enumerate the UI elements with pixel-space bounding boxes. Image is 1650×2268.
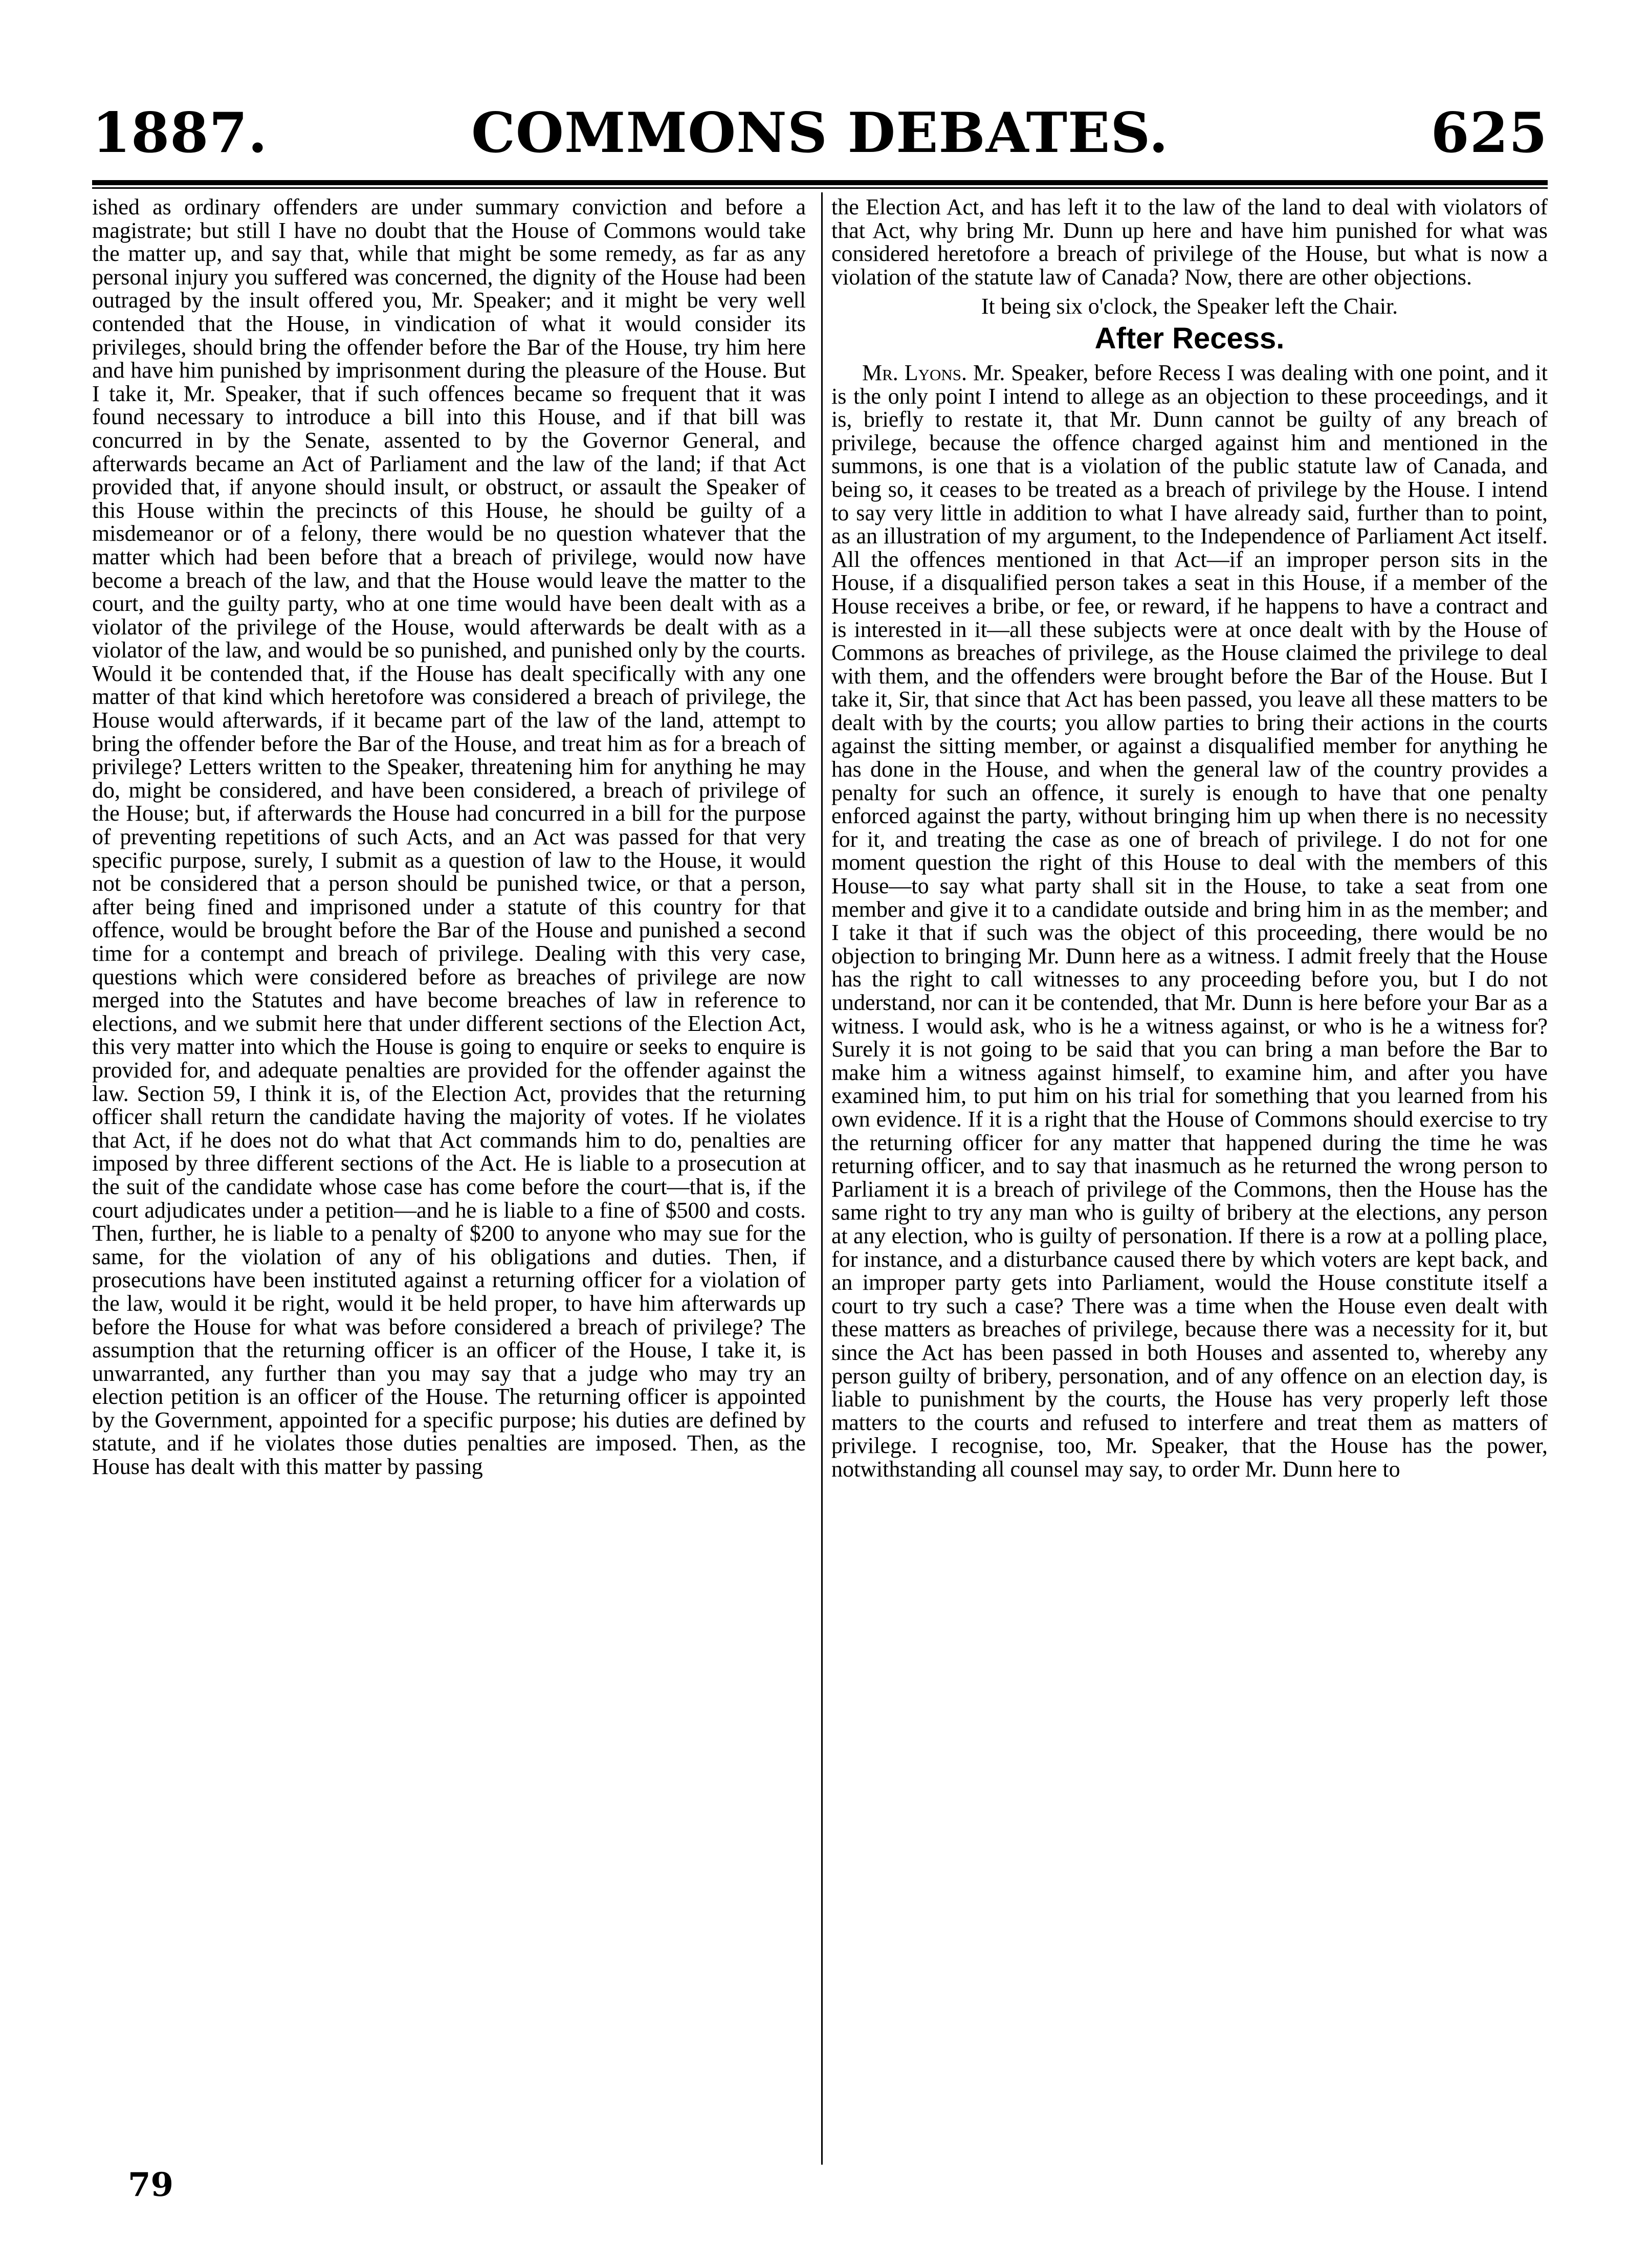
- header-page-number: 625: [1431, 101, 1548, 165]
- column-divider: [821, 192, 823, 2165]
- right-paragraph-1: the Election Act, and has left it to the law of the land to deal with violators of that Act, why bring Mr. Dunn up here and have him punished for what was considered heretofore a breach of privilege of the House, but what is now a violation of the statute law of Canada? Now, there are other objections.: [831, 194, 1548, 290]
- right-paragraph-3: [831, 361, 1548, 1481]
- right-column: [831, 195, 1548, 1481]
- signature-mark: 79: [128, 2166, 174, 2204]
- left-column: [92, 195, 806, 1479]
- right-paragraph-2: It being six o'clock, the Speaker left the Chair.: [981, 294, 1398, 319]
- section-subheading: After Recess.: [1094, 321, 1285, 355]
- right-paragraph-3-text: Mr. Speaker, before Recess I was dealing with one point, and it is the only point I intend to allege as an objection to these proceedings, and it is, briefly to restate it, that Mr. Dunn cannot be guilty of any breach of privilege, because the offence charged against him and mentioned in the summons, is one that is a violation of the public statute law of Canada, and being so, it ceases to be treated as a breach of privilege by the House. I intend to say very little in addition to what I have already said, further than to point, as an illustration of my argument, to the Independence of Parliament Act itself. All the offences mentioned in that Act—if an improper person sits in the House, if a disqualified person takes a seat in this House, if a member of the House receives a bribe, or fee, or reward, if he happens to have a contract and is interested in it—all these subjects were at once dealt with by the House of Commons as breaches of privilege, as the House claimed the privilege to deal with them, and the offenders were brought before the Bar of the House. But I take it, Sir, that since that Act has been passed, you leave all these matters to be dealt with by the courts; you allow parties to bring their actions in the courts against the sitting member, or against a disqualified member for anything he has done in the House, and when the general law of the country provides a penalty for such an offence, it surely is enough to have that one penalty enforced against the party, without bringing him up when there is no necessity for it, and treating the case as one of breach of privilege. I do not for one moment question the right of this House to deal with the members of this House—to say what party shall sit in the House, to take a seat from one member and give it to a candidate outside and bring him in as the member; and I take it that if such was the object of this proceeding, there would be no objection to bringing Mr. Dunn here as a witness. I admit freely that the House has the right to call witnesses to any proceeding before you, but I do not understand, nor can it be contended, that Mr. Dunn is here before your Bar as a witness. I would ask, who is he a witness against, or who is he a witness for? Surely it is not going to be said that you can bring a man before the Bar to make him a witness against himself, to examine him, and after you have examined him, to put him on his trial for something that you learned from his own evidence. If it is a right that the House of Commons should exercise to try the returning officer for any matter that happened during the time he was returning officer, and to say that inasmuch as he returned the wrong person to Parliament it is a breach of privilege of the Commons, then the House has the same right to try any man who is guilty of bribery at the elections, any person at any election, who is guilty of personation. If there is a row at a polling place, for instance, and a disturbance caused there by which voters are kept back, and an improper party gets into Parliament, would the House constitute itself a court to try such a case? There was a time when the House even dealt with these matters as breaches of privilege, because there was a necessity for it, but since the Act has been passed in both Houses and assented to, whereby any person guilty of bribery, personation, and of any offence on an election day, is liable to punishment by the courts, the House has very properly left those matters to the courts and refused to interfere and treat them as matters of privilege. I recognise, too, Mr. Speaker, that the House has the power, notwithstanding all counsel may say, to order Mr. Dunn here to: [831, 360, 1548, 1482]
- header-title: COMMONS DEBATES.: [471, 101, 1169, 165]
- header-year: 1887.: [92, 101, 268, 165]
- header-rule-thick: [92, 180, 1548, 185]
- page-header: [92, 100, 1548, 177]
- header-rule-thin: [92, 187, 1548, 189]
- speaker-name: Mr. Lyons.: [862, 360, 967, 385]
- left-paragraph-1: ished as ordinary offenders are under summary conviction and before a magistrate; but still I have no doubt that the House of Commons would take the matter up, and say that, while that might be some remedy, as far as any personal injury you suffered was concerned, the dignity of the House had been outraged by the insult offered you, Mr. Speaker; and it might be very well contended that the House, in vindication of what it would consider its privileges, should bring the offender before the Bar of the House, try him here and have him punished by imprisonment during the pleasure of the House. But I take it, Mr. Speaker, that if such offences became so frequent that it was found necessary to introduce a bill into this House, and if that bill was concurred in by the Senate, assented to by the Governor General, and afterwards became an Act of Parliament and the law of the land; if that Act provided that, if anyone should insult, or obstruct, or assault the Speaker of this House within the precincts of this House, he should be guilty of a misdemeanor or of a felony, there would be no question whatever that the matter which had been before that a breach of privilege, would now have become a breach of the law, and that the House would leave the matter to the court, and the guilty party, who at one time would have been dealt with as a violator of the privilege of the House, would afterwards be dealt with as a violator of the law, and would be so punished, and punished only by the courts. Would it be contended that, if the House has dealt specifically with any one matter of that kind which heretofore was considered a breach of privilege, the House would afterwards, if it became part of the law of the land, attempt to bring the offender before the Bar of the House, and treat him as for a breach of privilege? Letters written to the Speaker, threatening him for anything he may do, might be considered, and have been considered, a breach of privilege of the House; but, if afterwards the House had concurred in a bill for the purpose of preventing repetitions of such Acts, and an Act was passed for that very specific purpose, surely, I submit as a question of law to the House, it would not be considered that a person should be punished twice, or that a person, after being fined and imprisoned under a statute of this country for that offence, would be brought before the Bar of the House and punished a second time for a contempt and breach of privilege. Dealing with this very case, questions which were considered before as breaches of privilege are now merged into the Statutes and have become breaches of law in reference to elections, and we submit here that under different sections of the Election Act, this very matter into which the House is going to enquire or seeks to enquire is provided for, and adequate penalties are provided for the offender against the law. Section 59, I think it is, of the Election Act, provides that the returning officer shall return the candidate having the majority of votes. If he violates that Act, if he does not do what that Act commands him to do, penalties are imposed by three different sections of the Act. He is liable to a prosecution at the suit of the candidate whose case has come before the court—that is, if the court adjudicates under a petition—and he is liable to a fine of $500 and costs. Then, further, he is liable to a penalty of $200 to anyone who may sue for the same, for the violation of any of his obligations and duties. Then, if prosecutions have been instituted against a returning officer for a violation of the law, would it be right, would it be held proper, to have him afterwards up before the House for what was before considered a breach of privilege? The assumption that the returning officer is an officer of the House, I take it, is unwarranted, any further than you may say that a judge who may try an election petition is an officer of the House. The returning officer is appointed by the Government, appointed for a specific purpose; his duties are defined by statute, and if he violates those duties penalties are imposed. Then, as the House has dealt with this matter by passing: [92, 194, 806, 1480]
